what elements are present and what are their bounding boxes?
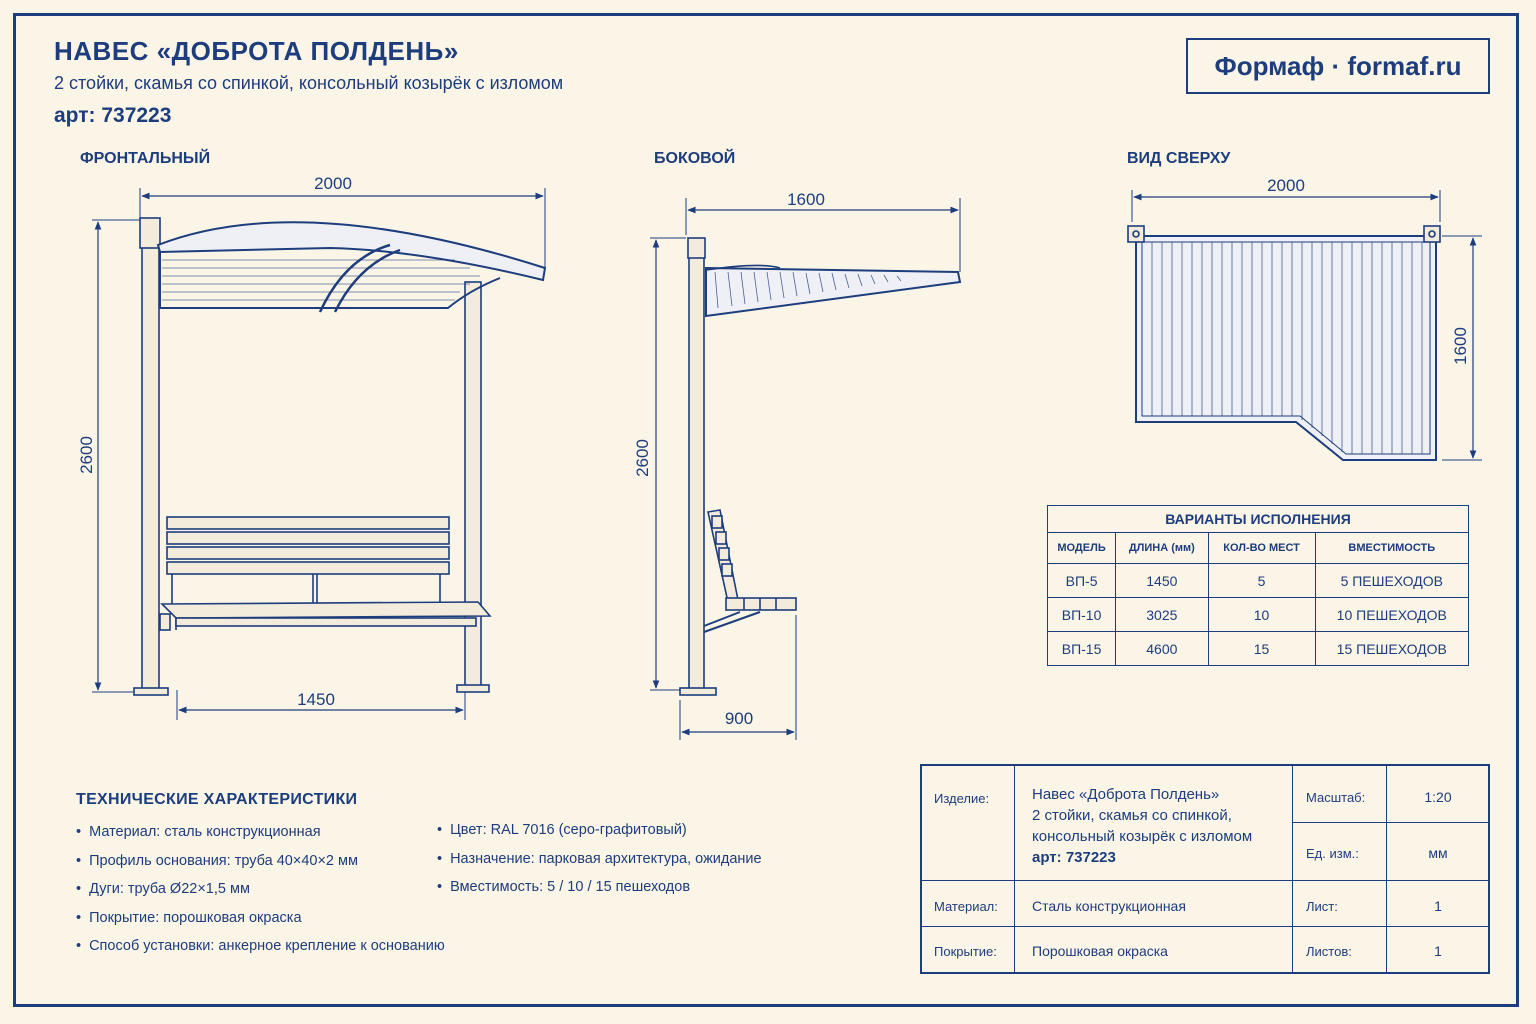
sheet-value: 1 — [1434, 898, 1442, 914]
coating-label: Покрытие: — [934, 944, 997, 959]
spec-item: • Назначение: парковая архитектура, ожидание — [437, 851, 762, 880]
table-cell: 15 — [1208, 632, 1315, 666]
divider — [1292, 822, 1488, 823]
spec-item: • Материал: сталь конструкционная — [76, 824, 445, 853]
spec-item: • Дуги: труба Ø22×1,5 мм — [76, 881, 445, 910]
sheets-value: 1 — [1434, 943, 1442, 959]
variants-table — [1047, 505, 1469, 666]
sheet-label: Лист: — [1306, 899, 1338, 914]
unit-value: мм — [1428, 845, 1448, 861]
top-view — [1128, 190, 1482, 460]
material-label: Материал: — [934, 899, 998, 914]
table-header: КОЛ-ВО МЕСТ — [1208, 533, 1315, 564]
table-cell: 1450 — [1116, 564, 1208, 598]
product-line: консольный козырёк с изломом — [1032, 828, 1253, 845]
table-row — [1048, 598, 1469, 632]
top-depth-dim: 1600 — [1451, 327, 1470, 365]
table-cell: 5 — [1208, 564, 1315, 598]
top-view-label: ВИД СВЕРХУ — [1127, 150, 1231, 167]
page-title: НАВЕС «ДОБРОТА ПОЛДЕНЬ» — [54, 36, 459, 66]
material-value: Сталь конструкционная — [1032, 898, 1186, 914]
sheets-label: Листов: — [1306, 944, 1352, 959]
divider — [922, 880, 1488, 881]
front-height-dim: 2600 — [77, 436, 96, 474]
side-view-label: БОКОВОЙ — [654, 150, 736, 167]
side-view — [650, 198, 960, 740]
table-cell: ВП-10 — [1048, 598, 1116, 632]
top-width-dim: 2000 — [1267, 176, 1305, 195]
spec-item: • Цвет: RAL 7016 (серо-графитовый) — [437, 822, 762, 851]
product-label: Изделие: — [934, 791, 990, 806]
table-cell: 5 ПЕШЕХОДОВ — [1315, 564, 1468, 598]
table-cell: ВП-5 — [1048, 564, 1116, 598]
spec-item: • Вместимость: 5 / 10 / 15 пешеходов — [437, 879, 762, 908]
spec-item: • Покрытие: порошковая окраска — [76, 910, 445, 939]
table-cell: ВП-15 — [1048, 632, 1116, 666]
article-number: арт: 737223 — [54, 104, 172, 127]
front-view — [92, 188, 545, 720]
specs-list-left — [76, 824, 445, 967]
divider — [922, 926, 1488, 927]
spec-item: • Способ установки: анкерное крепление к основанию — [76, 938, 445, 967]
table-row — [1048, 564, 1469, 598]
brand-label: Формаф · formaf.ru — [1214, 50, 1462, 81]
product-description — [1032, 784, 1252, 868]
page-subtitle: 2 стойки, скамья со спинкой, консольный козырёк с изломом — [54, 73, 564, 93]
scale-label: Масштаб: — [1306, 790, 1366, 805]
coating-value: Порошковая окраска — [1032, 943, 1168, 959]
product-line: Навес «Доброта Полдень» — [1032, 786, 1220, 803]
table-header: ВМЕСТИМОСТЬ — [1315, 533, 1468, 564]
scale-value: 1:20 — [1424, 789, 1452, 805]
spec-item: • Профиль основания: труба 40×40×2 мм — [76, 853, 445, 882]
table-header: МОДЕЛЬ — [1048, 533, 1116, 564]
table-cell: 10 ПЕШЕХОДОВ — [1315, 598, 1468, 632]
front-bench-dim: 1450 — [297, 690, 335, 709]
table-cell: 15 ПЕШЕХОДОВ — [1315, 632, 1468, 666]
product-line: 2 стойки, скамья со спинкой, — [1032, 807, 1232, 824]
side-width-dim: 1600 — [787, 190, 825, 209]
specs-list-right — [437, 822, 762, 908]
table-header: ДЛИНА (мм) — [1116, 533, 1208, 564]
side-height-dim: 2600 — [633, 439, 652, 477]
front-width-dim: 2000 — [314, 174, 352, 193]
table-cell: 4600 — [1116, 632, 1208, 666]
front-view-label: ФРОНТАЛЬНЫЙ — [80, 150, 211, 167]
table-row — [1048, 632, 1469, 666]
table-cell: 10 — [1208, 598, 1315, 632]
unit-label: Ед. изм.: — [1306, 846, 1359, 861]
variants-title: ВАРИАНТЫ ИСПОЛНЕНИЯ — [1048, 506, 1469, 533]
title-block — [920, 764, 1490, 974]
divider — [1292, 766, 1293, 972]
table-cell: 3025 — [1116, 598, 1208, 632]
product-article: арт: 737223 — [1032, 849, 1116, 866]
divider — [1014, 766, 1015, 972]
specs-title: ТЕХНИЧЕСКИЕ ХАРАКТЕРИСТИКИ — [76, 791, 358, 808]
side-bench-dim: 900 — [724, 709, 754, 728]
